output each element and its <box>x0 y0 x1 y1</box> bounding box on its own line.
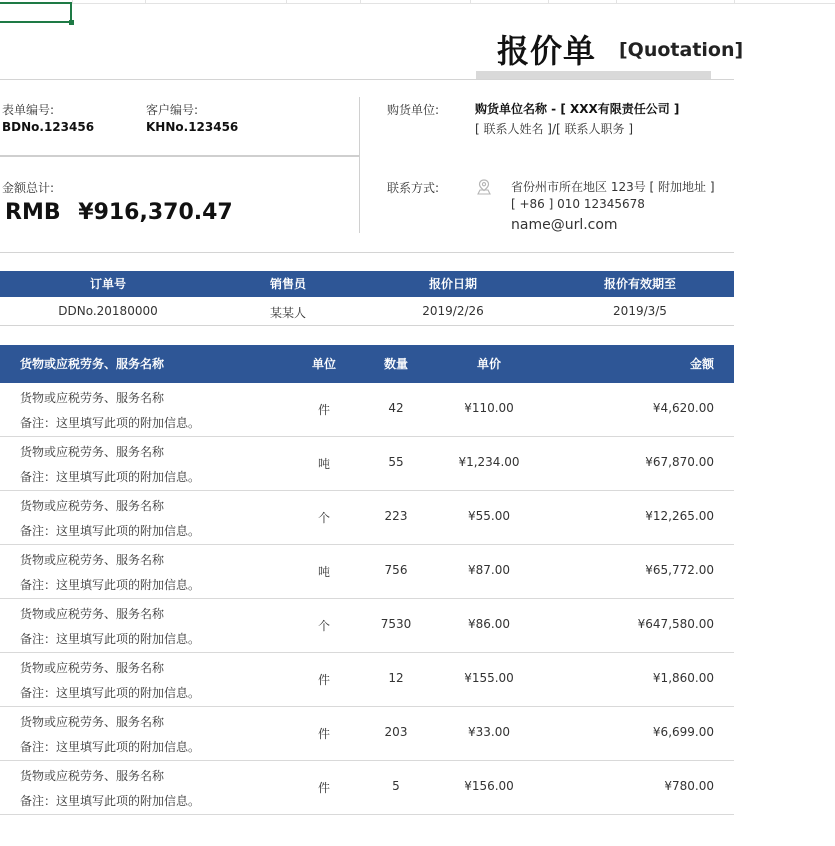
total-amount-label: 金额总计: <box>2 181 55 195</box>
selected-cell[interactable] <box>0 2 72 23</box>
grid-column-line <box>360 0 361 4</box>
item-qty[interactable]: 7530 <box>380 617 412 631</box>
form-number-value[interactable]: BDNo.123456 <box>2 120 95 134</box>
divider <box>0 155 360 157</box>
table-row[interactable] <box>0 437 734 491</box>
location-pin-icon <box>475 178 493 196</box>
item-unit[interactable]: 吨 <box>317 457 330 471</box>
grid-column-line <box>616 0 617 4</box>
title-underline-bar <box>476 71 711 79</box>
item-qty[interactable]: 12 <box>388 671 404 685</box>
item-amount[interactable]: ¥65,772.00 <box>645 563 714 577</box>
grid-column-line <box>734 0 735 4</box>
info-divider <box>359 97 360 233</box>
table-row[interactable] <box>0 653 734 707</box>
item-qty[interactable]: 5 <box>392 779 400 793</box>
buyer-label: 购货单位: <box>387 103 440 117</box>
item-qty[interactable]: 203 <box>384 725 408 739</box>
item-note[interactable]: 备注：这里填写此项的附加信息。 <box>20 686 201 700</box>
item-price[interactable]: ¥33.00 <box>468 725 510 739</box>
contact-label: 联系方式: <box>387 181 440 195</box>
item-note[interactable]: 备注：这里填写此项的附加信息。 <box>20 740 201 754</box>
item-note[interactable]: 备注：这里填写此项的附加信息。 <box>20 794 201 808</box>
contact-email[interactable]: name@url.com <box>511 217 618 233</box>
table-row[interactable] <box>0 545 734 599</box>
item-price[interactable]: ¥155.00 <box>464 671 514 685</box>
item-amount[interactable]: ¥6,699.00 <box>652 725 714 739</box>
item-note[interactable]: 备注：这里填写此项的附加信息。 <box>20 416 201 430</box>
items-header-name: 货物或应税劳务、服务名称 <box>20 357 165 371</box>
form-number-label: 表单编号: <box>2 103 55 117</box>
valid-until-value[interactable]: 2019/3/5 <box>613 304 667 318</box>
contact-address[interactable]: 省份州市所在地区 123号 [ 附加地址 ] <box>511 180 715 194</box>
page-title: 报价单 <box>497 32 597 70</box>
item-unit[interactable]: 件 <box>317 727 330 741</box>
item-unit[interactable]: 件 <box>317 673 330 687</box>
item-note[interactable]: 备注：这里填写此项的附加信息。 <box>20 470 201 484</box>
item-amount[interactable]: ¥647,580.00 <box>637 617 714 631</box>
item-unit[interactable]: 件 <box>317 403 330 417</box>
item-price[interactable]: ¥87.00 <box>468 563 510 577</box>
item-unit[interactable]: 个 <box>317 619 330 633</box>
grid-column-line <box>286 0 287 4</box>
table-row[interactable] <box>0 707 734 761</box>
item-amount[interactable]: ¥4,620.00 <box>652 401 714 415</box>
item-amount[interactable]: ¥67,870.00 <box>645 455 714 469</box>
item-unit[interactable]: 吨 <box>317 565 330 579</box>
item-price[interactable]: ¥156.00 <box>464 779 514 793</box>
item-name[interactable]: 货物或应税劳务、服务名称 <box>20 607 165 621</box>
customer-number-label: 客户编号: <box>146 103 199 117</box>
grid-column-line <box>145 0 146 4</box>
item-name[interactable]: 货物或应税劳务、服务名称 <box>20 391 165 405</box>
item-price[interactable]: ¥55.00 <box>468 509 510 523</box>
items-header-qty: 数量 <box>383 357 408 371</box>
items-header-band <box>0 345 734 383</box>
item-unit[interactable]: 件 <box>317 781 330 795</box>
divider <box>0 325 734 326</box>
item-name[interactable]: 货物或应税劳务、服务名称 <box>20 715 165 729</box>
item-name[interactable]: 货物或应税劳务、服务名称 <box>20 445 165 459</box>
table-row[interactable] <box>0 599 734 653</box>
grid-column-line <box>548 0 549 4</box>
items-header-amount: 金额 <box>689 357 714 371</box>
item-note[interactable]: 备注：这里填写此项的附加信息。 <box>20 578 201 592</box>
item-qty[interactable]: 42 <box>388 401 404 415</box>
item-amount[interactable]: ¥1,860.00 <box>652 671 714 685</box>
item-name[interactable]: 货物或应税劳务、服务名称 <box>20 553 165 567</box>
grid-column-line <box>72 0 73 4</box>
total-amount-value[interactable]: RMB ¥916,370.47 <box>5 200 233 225</box>
order-header-salesperson: 销售员 <box>269 277 306 291</box>
divider <box>0 79 734 80</box>
item-qty[interactable]: 756 <box>384 563 408 577</box>
page-subtitle: [Quotation] <box>619 39 744 61</box>
salesperson-value[interactable]: 某某人 <box>269 306 306 320</box>
item-unit[interactable]: 个 <box>317 511 330 525</box>
customer-number-value[interactable]: KHNo.123456 <box>146 120 239 134</box>
order-header-quote-date: 报价日期 <box>428 277 477 291</box>
item-qty[interactable]: 223 <box>384 509 408 523</box>
order-no-value[interactable]: DDNo.20180000 <box>58 304 158 318</box>
sheet-grid-top <box>0 0 835 4</box>
item-note[interactable]: 备注：这里填写此项的附加信息。 <box>20 632 201 646</box>
item-qty[interactable]: 55 <box>388 455 404 469</box>
buyer-name[interactable]: 购货单位名称 - [ XXX有限责任公司 ] <box>475 102 680 116</box>
quote-date-value[interactable]: 2019/2/26 <box>422 304 484 318</box>
order-header-band <box>0 271 734 297</box>
buyer-contact[interactable]: [ 联系人姓名 ]/[ 联系人职务 ] <box>475 122 634 136</box>
item-note[interactable]: 备注：这里填写此项的附加信息。 <box>20 524 201 538</box>
item-name[interactable]: 货物或应税劳务、服务名称 <box>20 661 165 675</box>
item-name[interactable]: 货物或应税劳务、服务名称 <box>20 769 165 783</box>
items-header-price: 单价 <box>476 357 501 371</box>
item-name[interactable]: 货物或应税劳务、服务名称 <box>20 499 165 513</box>
table-row[interactable] <box>0 383 734 437</box>
item-price[interactable]: ¥110.00 <box>464 401 514 415</box>
item-amount[interactable]: ¥780.00 <box>664 779 714 793</box>
order-header-valid-until: 报价有效期至 <box>603 277 676 291</box>
item-price[interactable]: ¥86.00 <box>468 617 510 631</box>
table-row[interactable] <box>0 761 734 815</box>
grid-column-line <box>470 0 471 4</box>
items-header-unit: 单位 <box>311 357 336 371</box>
table-row[interactable] <box>0 491 734 545</box>
item-amount[interactable]: ¥12,265.00 <box>645 509 714 523</box>
item-price[interactable]: ¥1,234.00 <box>458 455 520 469</box>
order-header-order-no: 订单号 <box>89 277 126 291</box>
contact-phone[interactable]: [ +86 ] 010 12345678 <box>511 197 645 211</box>
divider <box>0 252 734 253</box>
